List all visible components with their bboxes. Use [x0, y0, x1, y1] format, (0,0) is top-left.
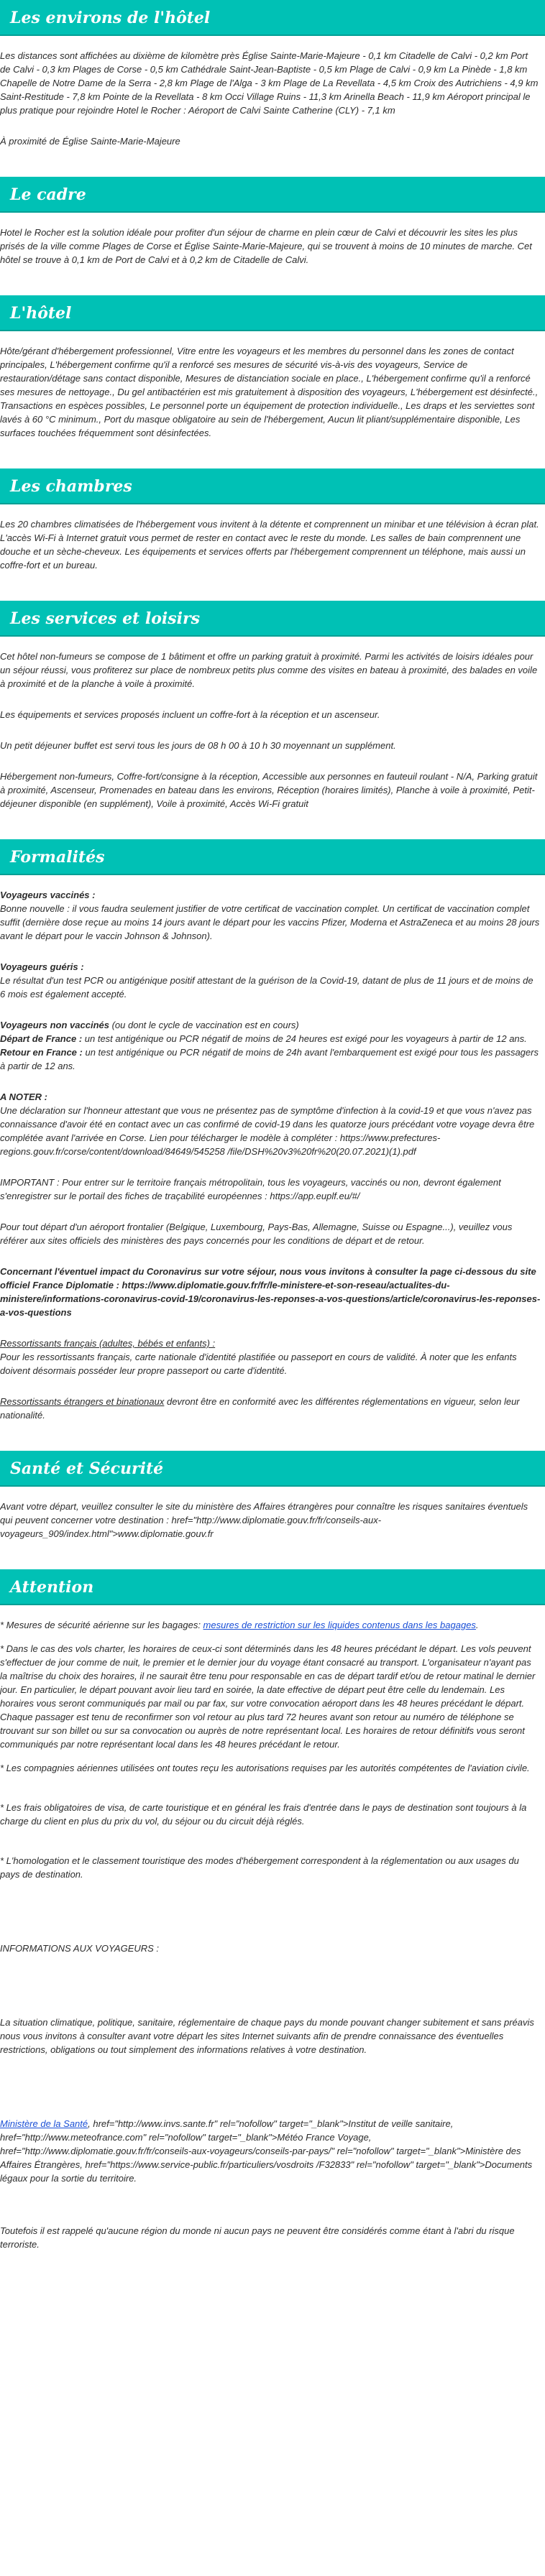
formalites-ressortissants — [0, 1337, 541, 1377]
formalites-vaccines — [0, 888, 541, 943]
gueris-label: Voyageurs guéris : — [0, 961, 84, 972]
section-sante — [0, 1451, 545, 1541]
section-services — [0, 601, 545, 811]
services-p2: Les équipements et services proposés incluent un coffre-fort à la réception et un ascenseur. — [0, 709, 380, 720]
bagages-prefix: * Mesures de sécurité aérienne sur les bagages: — [0, 1620, 203, 1630]
section-content-services — [0, 650, 545, 811]
section-title-attention: Attention — [0, 1569, 545, 1605]
section-content-hotel — [0, 344, 545, 440]
formalites-frontalier: Pour tout départ d'un aéroport frontalier (Belgique, Luxembourg, Pays-Bas, Allemagne, Suisse ou Espagne...), veuillez vous référer aux sites officiels des ministères des pays concernés pour les conditions de départ et de retour. — [0, 1222, 513, 1246]
retour-text: un test antigénique ou PCR négatif de moins de 24h avant l'embarquement est exigé pour tous les passagers à partir de 12 ans. — [0, 1047, 539, 1071]
ressortissants-text: Pour les ressortissants français, carte nationale d'identité plastifiée ou passeport en cours de validité. À noter que les enfants doivent désormais posséder leur propre passeport ou carte d'identité. — [0, 1352, 517, 1376]
environs-proximity: À proximité de Église Sainte-Marie-Majeure — [0, 136, 180, 147]
liquids-restriction-link[interactable]: mesures de restriction sur les liquides contenus dans les bagages — [203, 1620, 476, 1630]
section-hotel — [0, 295, 545, 440]
noter-label: A NOTER : — [0, 1091, 47, 1102]
section-chambres — [0, 468, 545, 572]
section-title-environs: Les environs de l'hôtel — [0, 0, 545, 36]
attention-charter: * Dans le cas des vols charter, les horaires de ceux-ci sont déterminés dans les 48 heures précédant le départ. Les vols peuvent s'effectuer de jour comme de nuit, le premier et le dernier jour du voyage étant consacré au transport. L'organisateur n'ayant pas la maîtrise du choix des horaires, il ne saurait être tenu pour responsable en cas de départ tardif et/ou de retour matinal le dernier jour. En particulier, le départ pouvant avoir lieu tard en soirée, la date effective de départ peut être celle du lendemain. Les horaires vous seront communiqués par mail ou par fax, sur votre convocation aéroport dans les 48 heures précédant le départ. Chaque passager est tenu de reconfirmer son vol retour au plus tard 72 heures avant son retour au numéro de téléphone se trouvant sur son billet ou sur sa convocation ou auprès de notre représentant local. Les horaires de retour définitifs vous seront communiqués par notre représentant local dans les 48 heures précédant le retour. — [0, 1643, 536, 1750]
vaccines-text: Bonne nouvelle : il vous faudra seulement justifier de votre certificat de vaccination complet. Un certificat de vaccination complet suffit (dernière dose reçue au moins 14 jours avant le départ pour les vaccins Pfizer, Moderna et AstraZeneca et au moins 28 jours avant le départ pour le vaccin Johnson & Johnson). — [0, 903, 540, 941]
non-vaccines-suffix: (ou dont le cycle de vaccination est en cours) — [109, 1020, 299, 1030]
vaccines-label: Voyageurs vaccinés : — [0, 890, 96, 900]
etrangers-text: devront être en conformité avec les différentes réglementations en vigueur, selon leur nationalité. — [0, 1396, 520, 1421]
non-vaccines-label: Voyageurs non vaccinés — [0, 1020, 109, 1030]
formalites-etrangers — [0, 1395, 541, 1422]
gueris-text: Le résultat d'un test PCR ou antigénique positif attestant de la guérison de la Covid-19, datant de plus de 11 jours et de moins de 6 mois est également accepté. — [0, 975, 533, 1000]
attention-bagages — [0, 1618, 541, 1632]
attention-frais: * Les frais obligatoires de visa, de carte touristique et en général les frais d'entrée dans le pays de destination sont toujours à la charge du client en plus du prix du vol, du séjour ou du circuit déjà réglés. — [0, 1802, 527, 1827]
formalites-gueris — [0, 960, 541, 1001]
section-title-hotel: L'hôtel — [0, 295, 545, 331]
section-attention — [0, 1569, 545, 2251]
retour-label: Retour en France : — [0, 1047, 83, 1058]
attention-homologation: * L'homologation et le classement touristique des modes d'hébergement correspondent à la réglementation ou aux usages du pays de destination. — [0, 1855, 519, 1880]
services-p3: Un petit déjeuner buffet est servi tous les jours de 08 h 00 à 10 h 30 moyennant un supplément. — [0, 740, 396, 751]
liens-text: , href="http://www.invs.sante.fr" rel="nofollow" target="_blank">Institut de veille sanitaire, href="http://www.meteofrance.com" rel="nofollow" target="_blank">Météo France Voyage, href="http://www.diplomatie.gouv.fr/fr/conseils-aux-voyageurs/conseils-par-pays/" rel="nofollow" target="_blank">Ministère des Affaires Étrangères, href="https://www.service-public.fr/particuliers/vosdroits /F32833" rel="nofollow" target="_blank">Documents légaux pour la sortie du territoire. — [0, 2118, 533, 2184]
attention-liens — [0, 2117, 541, 2185]
section-formalites — [0, 839, 545, 1422]
section-title-sante: Santé et Sécurité — [0, 1451, 545, 1487]
noter-text: Une déclaration sur l'honneur attestant que vous ne présentez pas de symptôme d'infection à la covid-19 et que vous n'avez pas connaissance d'avoir été en contact avec un cas confirmé de covid-19 dans les quatorze jours précédant votre voyage devra être complétée avant l'arrivée en Corse. Lien pour télécharger le modèle à compléter : https://www.prefectures-regions.gouv.fr/corse/content/download/84649/545258 /file/DSH%20v3%20fr%20(20.07.2021)(1).pdf — [0, 1105, 535, 1157]
section-content-chambres — [0, 517, 545, 572]
etrangers-label: Ressortissants étrangers et binationaux — [0, 1396, 165, 1407]
ressortissants-label: Ressortissants français (adultes, bébés et enfants) : — [0, 1338, 216, 1349]
depart-text: un test antigénique ou PCR négatif de moins de 24 heures est exigé pour les voyageurs à partir de 12 ans. — [82, 1033, 527, 1044]
section-title-services: Les services et loisirs — [0, 601, 545, 637]
section-cadre — [0, 177, 545, 267]
bagages-suffix: . — [475, 1620, 479, 1630]
services-p1: Cet hôtel non-fumeurs se compose de 1 bâtiment et offre un parking gratuit à proximité. Parmi les activités de loisirs idéales pour un séjour réussi, vous profiterez sur place de nombreux petits plus comme des visites en bateau à proximité, des balades en voile à proximité et de la planche à voile à proximité. — [0, 651, 538, 689]
section-content-formalites — [0, 888, 545, 1422]
formalites-concernant: Concernant l'éventuel impact du Coronavirus sur votre séjour, nous vous invitons à consulter la page ci-dessous du site officiel France Diplomatie : https://www.diplomatie.gouv.fr/fr/le-ministere-et-son-reseau/actualites-du-ministere/informations-coronavirus-covid-19/coronavirus-les-reponses-a-vos-questions/article/coronavirus-les-reponses-a-vos-questions — [0, 1266, 541, 1318]
sante-text: Avant votre départ, veuillez consulter le site du ministère des Affaires étrangères pour connaître les risques sanitaires éventuels qui peuvent concerner votre destination : href="http://www.diplomatie.gouv.fr/fr/conseils-aux-voyageurs_909/index.html">www.diplomatie.gouv.fr — [0, 1501, 528, 1539]
section-content-sante — [0, 1500, 545, 1541]
section-title-chambres: Les chambres — [0, 468, 545, 504]
chambres-text: Les 20 chambres climatisées de l'hébergement vous invitent à la détente et comprennent un minibar et une télévision à écran plat. L'accès Wi-Fi à Internet gratuit vous permet de rester en contact avec le reste du monde. Les salles de bain comprennent une douche et un sèche-cheveux. Les équipements et services offerts par l'hébergement comprennent un téléphone, mais aussi un coffre-fort et un bureau. — [0, 519, 539, 571]
attention-informations-title: INFORMATIONS AUX VOYAGEURS : — [0, 1943, 160, 1954]
attention-terrorisme: Toutefois il est rappelé qu'aucune région du monde ni aucun pays ne peuvent être considérés comme étant à l'abri du risque terroriste. — [0, 2225, 515, 2250]
hotel-text: Hôte/gérant d'hébergement professionnel, Vitre entre les voyageurs et les membres du personnel dans les zones de contact principales, L'hébergement confirme qu'il a renforcé ses mesures de sécurité vis-à-vis des voyageurs, Service de restauration/détage sans contact disponible, Mesures de distanciation sociale en place., L'hébergement confirme qu'il a renforcé ses mesures de nettoyage., Du gel antibactérien est mis gratuitement à disposition des voyageurs, L'hébergement est désinfecté., Transactions en espèces possibles, Le personnel porte un équipement de protection individuelle., Les draps et les serviettes sont lavés à 60 °C minimum., Port du masque obligatoire au sein de l'hébergement, Aucun lit pliant/supplémentaire disponible, Les surfaces touchées fréquemment sont désinfectées. — [0, 346, 539, 438]
ministere-sante-link[interactable]: Ministère de la Santé — [0, 2118, 88, 2129]
depart-label: Départ de France : — [0, 1033, 83, 1044]
services-p4: Hébergement non-fumeurs, Coffre-fort/consigne à la réception, Accessible aux personnes en fauteuil roulant - N/A, Parking gratuit à proximité, Ascenseur, Promenades en bateau dans les environs, Réception (horaires limités), Planche à voile à proximité, Petit-déjeuner disponible (en supplément), Voile à proximité, Accès Wi-Fi gratuit — [0, 771, 538, 809]
section-content-attention — [0, 1618, 545, 2251]
attention-compagnies: * Les compagnies aériennes utilisées ont toutes reçu les autorisations requises par les autorités compétentes de l'aviation civile. — [0, 1763, 530, 1773]
section-content-cadre — [0, 226, 545, 267]
formalites-non-vaccines — [0, 1018, 541, 1073]
section-content-environs — [0, 49, 545, 148]
formalites-noter — [0, 1090, 541, 1158]
environs-distances: Les distances sont affichées au dixième de kilomètre près Église Sainte-Marie-Majeure - 0,1 km Citadelle de Calvi - 0,2 km Port de Calvi - 0,3 km Plages de Corse - 0,5 km Cathédrale Saint-Jean-Baptiste - 0,5 km Plage de Calvi - 0,9 km La Pinède - 1,8 km Chapelle de Notre Dame de la Serra - 2,8 km Plage de l'Alga - 3 km Plage de La Revellata - 4,5 km Croix des Autrichiens - 4,9 km Saint-Restitude - 7,8 km Pointe de la Revellata - 8 km Occi Village Ruins - 11,3 km Arinella Beach - 11,9 km Aéroport principal le plus pratique pour rejoindre Hotel le Rocher : Aéroport de Calvi Sainte Catherine (CLY) - 7,1 km — [0, 50, 539, 116]
attention-situation: La situation climatique, politique, sanitaire, réglementaire de chaque pays du monde pouvant changer subitement et sans préavis nous vous invitons à consulter avant votre départ les sites Internet suivants afin de prendre connaissance des éventuelles restrictions, obligations ou tout simplement des informations relatives à votre destination. — [0, 2017, 534, 2055]
section-environs — [0, 0, 545, 148]
section-title-cadre: Le cadre — [0, 177, 545, 213]
section-title-formalites: Formalités — [0, 839, 545, 875]
cadre-text: Hotel le Rocher est la solution idéale pour profiter d'un séjour de charme en plein cœur de Calvi et découvrir les sites les plus prisés de la ville comme Plages de Corse et Église Sainte-Marie-Majeure, qui se trouvent à moins de 10 minutes de marche. Cet hôtel se trouve à 0,1 km de Port de Calvi et à 0,2 km de Citadelle de Calvi. — [0, 227, 532, 265]
formalites-important: IMPORTANT : Pour entrer sur le territoire français métropolitain, tous les voyageurs, vaccinés ou non, devront également s'enregistrer sur le portail des fiches de traçabilité européennes : https://app.euplf.eu/#/ — [0, 1177, 501, 1201]
